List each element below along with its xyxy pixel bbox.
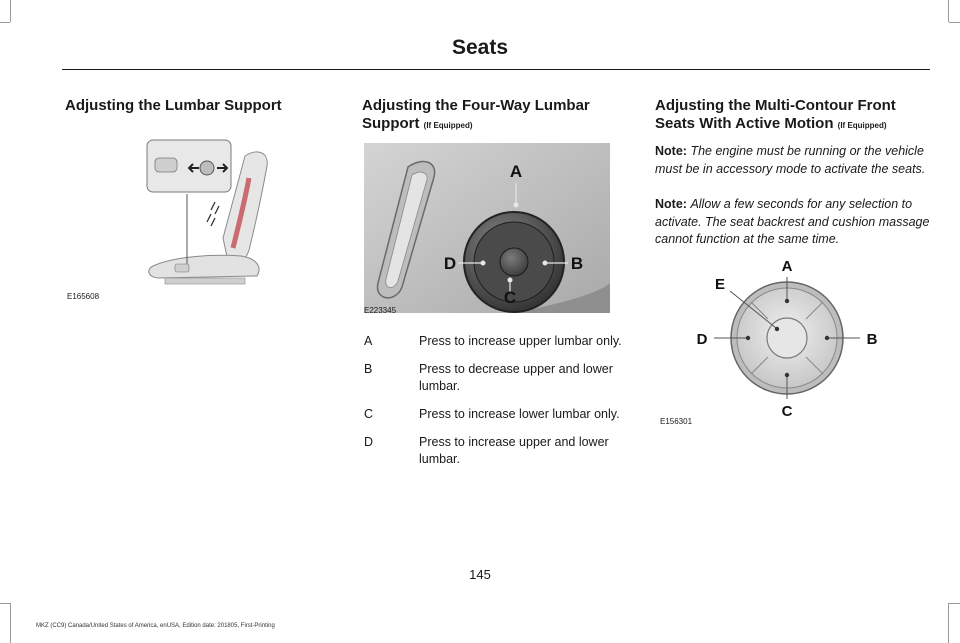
figure-code-e165608: E165608 (67, 292, 100, 301)
lumbar-support-heading: Adjusting the Lumbar Support (65, 97, 282, 114)
callout-c: C (503, 288, 517, 307)
four-way-lumbar-heading (362, 97, 642, 135)
footer-edition-info: MKZ (CC9) Canada/United States of America, enUSA, Edition date: 201805, First-Printing (36, 623, 275, 629)
legend-text: Press to increase upper lumbar only. (419, 334, 622, 348)
legend-row (364, 361, 636, 395)
crop-mark (0, 22, 10, 23)
multi-contour-control-figure (690, 255, 890, 420)
multi-contour-heading-main: Adjusting the Multi-Contour Front Seats With Active Motion (655, 97, 896, 132)
callout-a: A (509, 162, 523, 181)
callout-b: B (866, 331, 878, 348)
four-way-lumbar-figure (364, 143, 610, 313)
lumbar-legend (364, 333, 636, 479)
legend-key: A (364, 334, 373, 348)
legend-row (364, 333, 636, 350)
note-engine (655, 143, 931, 178)
legend-text: Press to decrease upper and lower lumbar. (419, 362, 613, 393)
legend-text: Press to increase upper and lower lumbar. (419, 435, 609, 466)
crop-mark (949, 22, 960, 23)
legend-key: D (364, 435, 374, 449)
multi-contour-if-equipped: (If Equipped) (837, 121, 887, 130)
callout-a: A (781, 258, 793, 275)
legend-text: Press to increase lower lumbar only. (419, 407, 620, 421)
crop-mark (10, 0, 11, 22)
crop-mark (10, 603, 11, 643)
four-way-lumbar-if-equipped: (If Equipped) (423, 121, 473, 130)
callout-d: D (443, 254, 457, 273)
legend-row (364, 406, 636, 423)
legend-key: B (364, 362, 373, 376)
page-header-title: Seats (451, 36, 509, 59)
legend-row (364, 434, 636, 468)
four-way-lumbar-heading-main: Adjusting the Four-Way Lumbar Support (362, 97, 590, 132)
legend-key: C (364, 407, 374, 421)
callout-d: D (696, 331, 708, 348)
note-text: The engine must be running or the vehicle must be in accessory mode to activate the seats. (655, 144, 926, 176)
figure-code-e223345: E223345 (364, 306, 397, 315)
note-text: Allow a few seconds for any selection to activate. The seat backrest and cushion massage cannot function at the same time. (655, 197, 930, 246)
crop-mark (0, 603, 10, 604)
seat-lumbar-figure (145, 138, 275, 288)
crop-mark (948, 0, 949, 22)
crop-mark (949, 603, 960, 604)
header-rule (62, 69, 930, 70)
page-number: 145 (469, 567, 491, 582)
crop-mark (948, 603, 949, 643)
note-label: Note: (655, 144, 687, 158)
note-selection (655, 196, 931, 249)
note-label: Note: (655, 197, 687, 211)
callout-b: B (570, 254, 584, 273)
multi-contour-heading (655, 97, 935, 135)
figure-code-e156301: E156301 (660, 417, 693, 426)
callout-e: E (714, 276, 726, 293)
callout-c: C (781, 403, 793, 420)
